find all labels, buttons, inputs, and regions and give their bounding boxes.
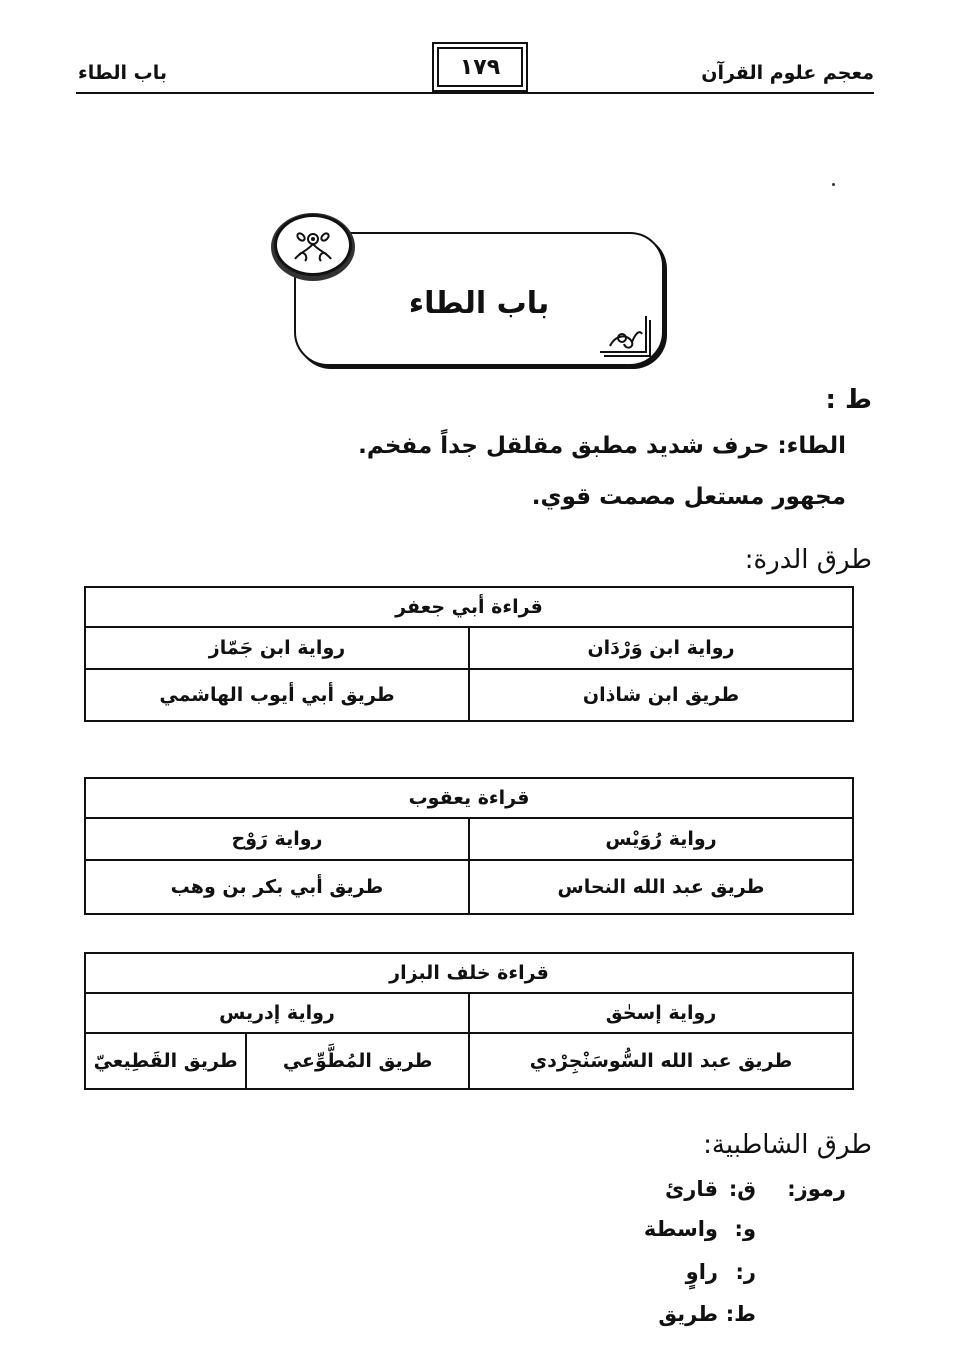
table-cell: رواية رَوْح	[85, 818, 469, 860]
legend-symbol: ق:	[728, 1177, 756, 1201]
legend-symbol: ط:	[725, 1302, 756, 1326]
table-cell: رواية ابن وَرْدَان	[469, 627, 853, 669]
table-cell: رواية إسحٰق	[469, 993, 853, 1033]
durra-heading: طرق الدرة:	[744, 545, 872, 575]
qiraa-table-abu-jafar	[84, 586, 854, 722]
legend-meaning: طريق	[658, 1302, 718, 1326]
legend-symbol: و:	[734, 1217, 756, 1241]
legend-meaning: واسطة	[643, 1217, 718, 1241]
table-cell: رواية إدريس	[85, 993, 469, 1033]
page-number: ١٧٩	[459, 54, 501, 80]
letter-description-line1: الطاء: حرف شديد مطبق مقلقل جداً مفخم.	[358, 433, 846, 459]
legend-meaning: راوٍ	[685, 1260, 718, 1284]
table-cell: طريق أبي بكر بن وهب	[85, 860, 469, 914]
legend-label: رموز:	[787, 1177, 846, 1201]
table-cell: طريق عبد الله النحاس	[469, 860, 853, 914]
letter-heading: ط :	[825, 385, 872, 415]
letter-description-line2: مجهور مستعل مصمت قوي.	[531, 484, 846, 510]
table-cell: طريق ابن شاذان	[469, 669, 853, 721]
qiraa-table-yaqub	[84, 777, 854, 915]
chapter-title: باب الطاء	[408, 286, 550, 321]
table-cell: طريق القَطِيعيّ	[85, 1033, 246, 1089]
book-title: معجم علوم القرآن	[701, 62, 874, 84]
legend-symbol: ر:	[735, 1260, 756, 1284]
table-title: قراءة يعقوب	[85, 778, 853, 818]
page-number-frame	[432, 42, 528, 92]
corner-flourish-icon	[596, 312, 654, 358]
floral-ornament-icon	[274, 214, 352, 276]
table-title: قراءة أبي جعفر	[85, 587, 853, 627]
table-cell: طريق أبي أيوب الهاشمي	[85, 669, 469, 721]
print-speck	[832, 183, 835, 186]
table-title: قراءة خلف البزار	[85, 953, 853, 993]
table-cell: طريق المُطَّوِّعي	[246, 1033, 469, 1089]
qiraa-table-khalaf	[84, 952, 854, 1090]
table-cell: رواية ابن جَمّاز	[85, 627, 469, 669]
table-cell: طريق عبد الله السُّوسَنْجِرْدي	[469, 1033, 853, 1089]
header-rule	[76, 92, 874, 94]
running-chapter-title: باب الطاء	[78, 62, 167, 84]
legend-meaning: قارئ	[665, 1177, 718, 1201]
shatibiyya-heading: طرق الشاطبية:	[703, 1130, 872, 1160]
table-cell: رواية رُوَيْس	[469, 818, 853, 860]
